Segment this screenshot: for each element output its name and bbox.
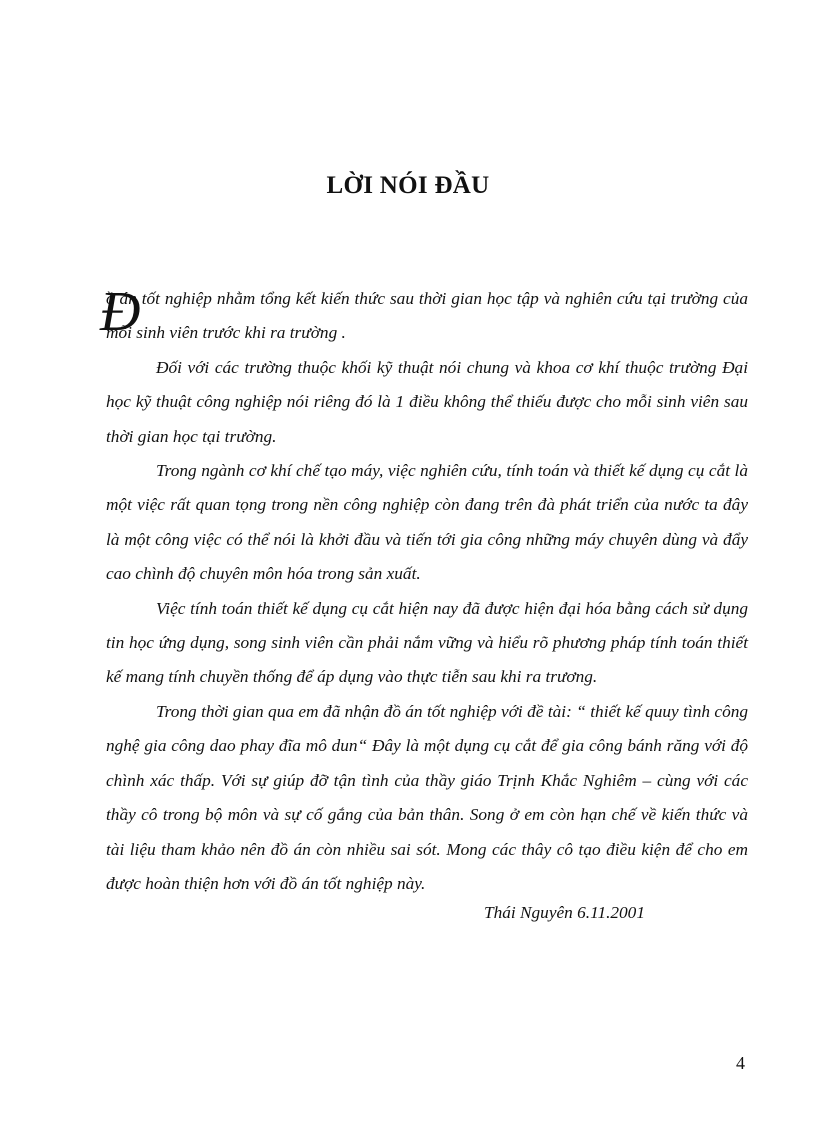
- page-number: 4: [736, 1053, 745, 1073]
- page-title: LỜI NÓI ĐẦU: [326, 172, 490, 199]
- drop-cap-letter: Đ: [100, 281, 141, 343]
- paragraph-technical-schools: Đối với các trường thuộc khối kỹ thuật nói chung và khoa cơ khí thuộc trường Đại học kỹ thuật công nghiệp nói riêng đó là 1 điều không thể thiếu được cho mỗi sinh viên sau thời gian học tại trường.: [106, 357, 748, 446]
- paragraph-intro: ồ án tốt nghiệp nhằm tổng kết kiến thức sau thời gian học tập và nghiên cứu tại trường của mỗi sinh viên trước khi ra trường .: [106, 289, 748, 343]
- body-text: [106, 282, 748, 901]
- paragraph-cutting-tool-design: Việc tính toán thiết kế dụng cụ cắt hiện nay đã được hiện đại hóa bằng cách sử dụng tin học ứng dụng, song sinh viên cần phải nắm vững và hiểu rõ phương pháp tính toán thiết kế mang tính chuyền thống để áp dụng vào thực tiễn sau khi ra trương.: [106, 598, 748, 687]
- signature-place-date: Thái Nguyên 6.11.2001: [484, 903, 645, 922]
- paragraph-mechanical-engineering: Trong ngành cơ khí chế tạo máy, việc nghiên cứu, tính toán và thiết kế dụng cụ cắt là một việc rất quan tọng trong nền công nghiệp còn đang trên đà phát triển của nước ta đây là một công việc có thể nói là khởi đầu và tiến tới gia công những máy chuyên dùng và đẩy cao chình độ chuyên môn hóa trong sản xuất.: [106, 461, 748, 584]
- paragraph-project-topic: Trong thời gian qua em đã nhận đồ án tốt nghiệp với đề tài: “ thiết kế quuy tình công nghệ gia công dao phay đĩa mô dun“ Đây là một dụng cụ cắt để gia công bánh răng với độ chình xác thấp. Với sự giúp đỡ tận tình của thầy giáo Trịnh Khắc Nghiêm – cùng với các thầy cô trong bộ môn và sự cố gắng của bản thân. Song ở em còn hạn chế về kiến thức và tài liệu tham khảo nên đồ án còn nhiều sai sót. Mong các thây cô tạo điều kiện để cho em được hoàn thiện hơn với đồ án tốt nghiệp này.: [106, 701, 748, 893]
